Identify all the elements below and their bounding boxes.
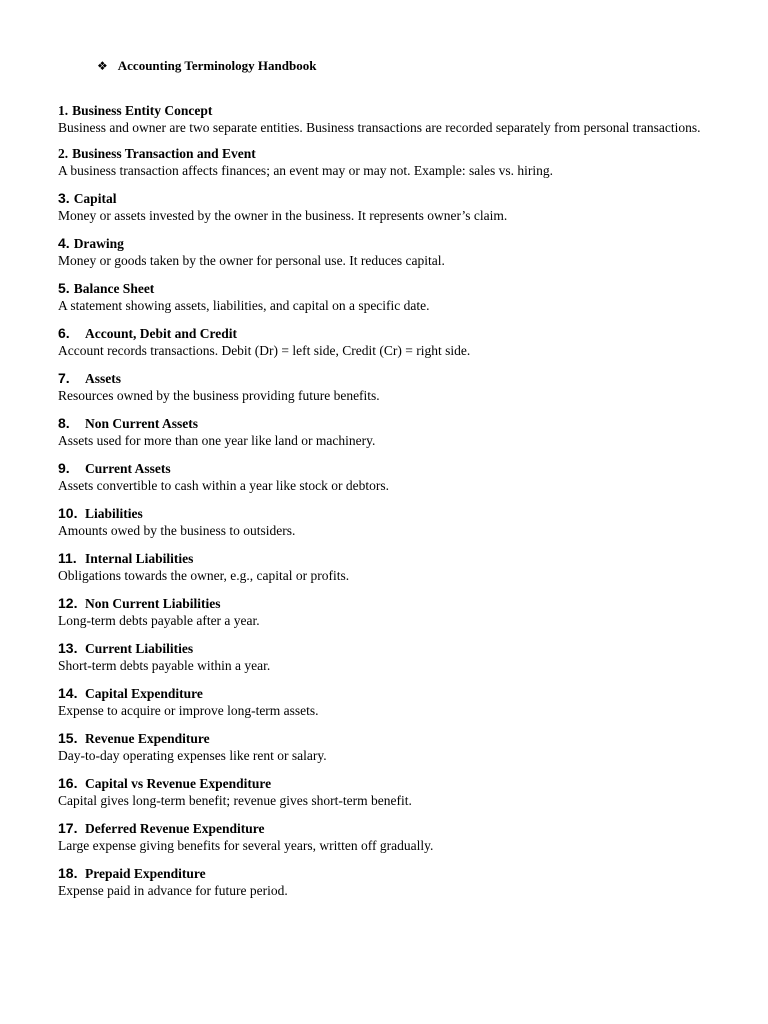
term-description: Resources owned by the business providing future benefits. xyxy=(58,388,380,403)
term-name: Current Assets xyxy=(85,461,171,476)
term-number: 14. xyxy=(58,685,78,701)
term-description: A business transaction affects finances; an event may or may not. Example: sales vs. hiring. xyxy=(58,163,553,178)
term-item xyxy=(58,235,708,269)
term-item xyxy=(58,415,708,449)
term-number: 1. xyxy=(58,103,69,118)
term-name: Deferred Revenue Expenditure xyxy=(85,821,265,836)
term-name: Account, Debit and Credit xyxy=(85,326,238,341)
term-description: Account records transactions. Debit (Dr) = left side, Credit (Cr) = right side. xyxy=(58,343,471,358)
term-name: Non Current Assets xyxy=(85,416,199,431)
term-heading xyxy=(58,370,708,387)
term-number: 11. xyxy=(58,550,77,566)
term-item xyxy=(58,775,708,809)
term-item xyxy=(58,730,708,764)
term-heading xyxy=(58,280,708,297)
term-heading xyxy=(58,235,708,252)
document-title-row xyxy=(97,58,316,74)
term-description: Large expense giving benefits for several years, written off gradually. xyxy=(58,838,434,853)
term-number: 8. xyxy=(58,415,70,431)
term-name: Current Liabilities xyxy=(85,641,194,656)
term-description: Capital gives long-term benefit; revenue gives short-term benefit. xyxy=(58,793,412,808)
term-name: Drawing xyxy=(73,236,124,251)
term-item xyxy=(58,505,708,539)
term-item xyxy=(58,640,708,674)
term-item xyxy=(58,595,708,629)
term-number: 3. xyxy=(58,190,70,206)
term-item xyxy=(58,865,708,899)
term-item xyxy=(58,685,708,719)
term-number: 17. xyxy=(58,820,78,836)
term-number: 4. xyxy=(58,235,70,251)
term-heading xyxy=(58,640,708,657)
term-number: 2. xyxy=(58,146,69,161)
term-description: Assets convertible to cash within a year like stock or debtors. xyxy=(58,478,390,493)
term-number: 13. xyxy=(58,640,78,656)
term-description: Day-to-day operating expenses like rent or salary. xyxy=(58,748,327,763)
term-heading xyxy=(58,415,708,432)
document-title: Accounting Terminology Handbook xyxy=(117,58,317,73)
term-heading xyxy=(58,730,708,747)
term-item xyxy=(58,145,708,179)
term-name: Liabilities xyxy=(85,506,143,521)
term-number: 6. xyxy=(58,325,70,341)
term-heading xyxy=(58,325,708,342)
term-item xyxy=(58,820,708,854)
term-name: Capital xyxy=(73,191,117,206)
term-item xyxy=(58,550,708,584)
term-name: Assets xyxy=(85,371,121,386)
term-heading xyxy=(58,685,708,702)
term-description: Amounts owed by the business to outsiders. xyxy=(58,523,296,538)
term-number: 5. xyxy=(58,280,70,296)
term-name: Prepaid Expenditure xyxy=(85,866,206,881)
term-item xyxy=(58,190,708,224)
term-description: Business and owner are two separate entities. Business transactions are recorded separately from personal transactions. xyxy=(58,120,701,135)
term-heading xyxy=(58,460,708,477)
term-description: Expense paid in advance for future period. xyxy=(58,883,288,898)
term-name: Business Entity Concept xyxy=(72,103,213,118)
term-number: 16. xyxy=(58,775,78,791)
term-number: 15. xyxy=(58,730,78,746)
term-description: Assets used for more than one year like land or machinery. xyxy=(58,433,376,448)
term-item xyxy=(58,370,708,404)
term-description: Obligations towards the owner, e.g., capital or profits. xyxy=(58,568,350,583)
term-item xyxy=(58,102,708,136)
term-description: Long-term debts payable after a year. xyxy=(58,613,260,628)
term-heading xyxy=(58,595,708,612)
term-heading xyxy=(58,102,708,119)
term-item xyxy=(58,460,708,494)
term-heading xyxy=(58,865,708,882)
term-heading xyxy=(58,190,708,207)
term-name: Non Current Liabilities xyxy=(85,596,221,611)
term-name: Revenue Expenditure xyxy=(85,731,210,746)
term-name: Business Transaction and Event xyxy=(72,146,256,161)
term-heading xyxy=(58,505,708,522)
term-number: 9. xyxy=(58,460,70,476)
term-heading xyxy=(58,550,708,567)
term-number: 10. xyxy=(58,505,78,521)
terms-list xyxy=(58,102,708,910)
term-description: Money or assets invested by the owner in the business. It represents owner’s claim. xyxy=(58,208,508,223)
term-description: Expense to acquire or improve long-term assets. xyxy=(58,703,319,718)
term-name: Internal Liabilities xyxy=(85,551,194,566)
term-name: Balance Sheet xyxy=(73,281,155,296)
term-number: 7. xyxy=(58,370,70,386)
term-description: A statement showing assets, liabilities, and capital on a specific date. xyxy=(58,298,430,313)
term-heading xyxy=(58,820,708,837)
diamond-bullet-icon: ❖ xyxy=(97,59,108,73)
term-heading xyxy=(58,775,708,792)
term-number: 12. xyxy=(58,595,78,611)
term-name: Capital vs Revenue Expenditure xyxy=(85,776,272,791)
term-heading xyxy=(58,145,708,162)
term-description: Short-term debts payable within a year. xyxy=(58,658,271,673)
term-item xyxy=(58,280,708,314)
term-item xyxy=(58,325,708,359)
term-number: 18. xyxy=(58,865,78,881)
term-name: Capital Expenditure xyxy=(85,686,203,701)
term-description: Money or goods taken by the owner for personal use. It reduces capital. xyxy=(58,253,445,268)
